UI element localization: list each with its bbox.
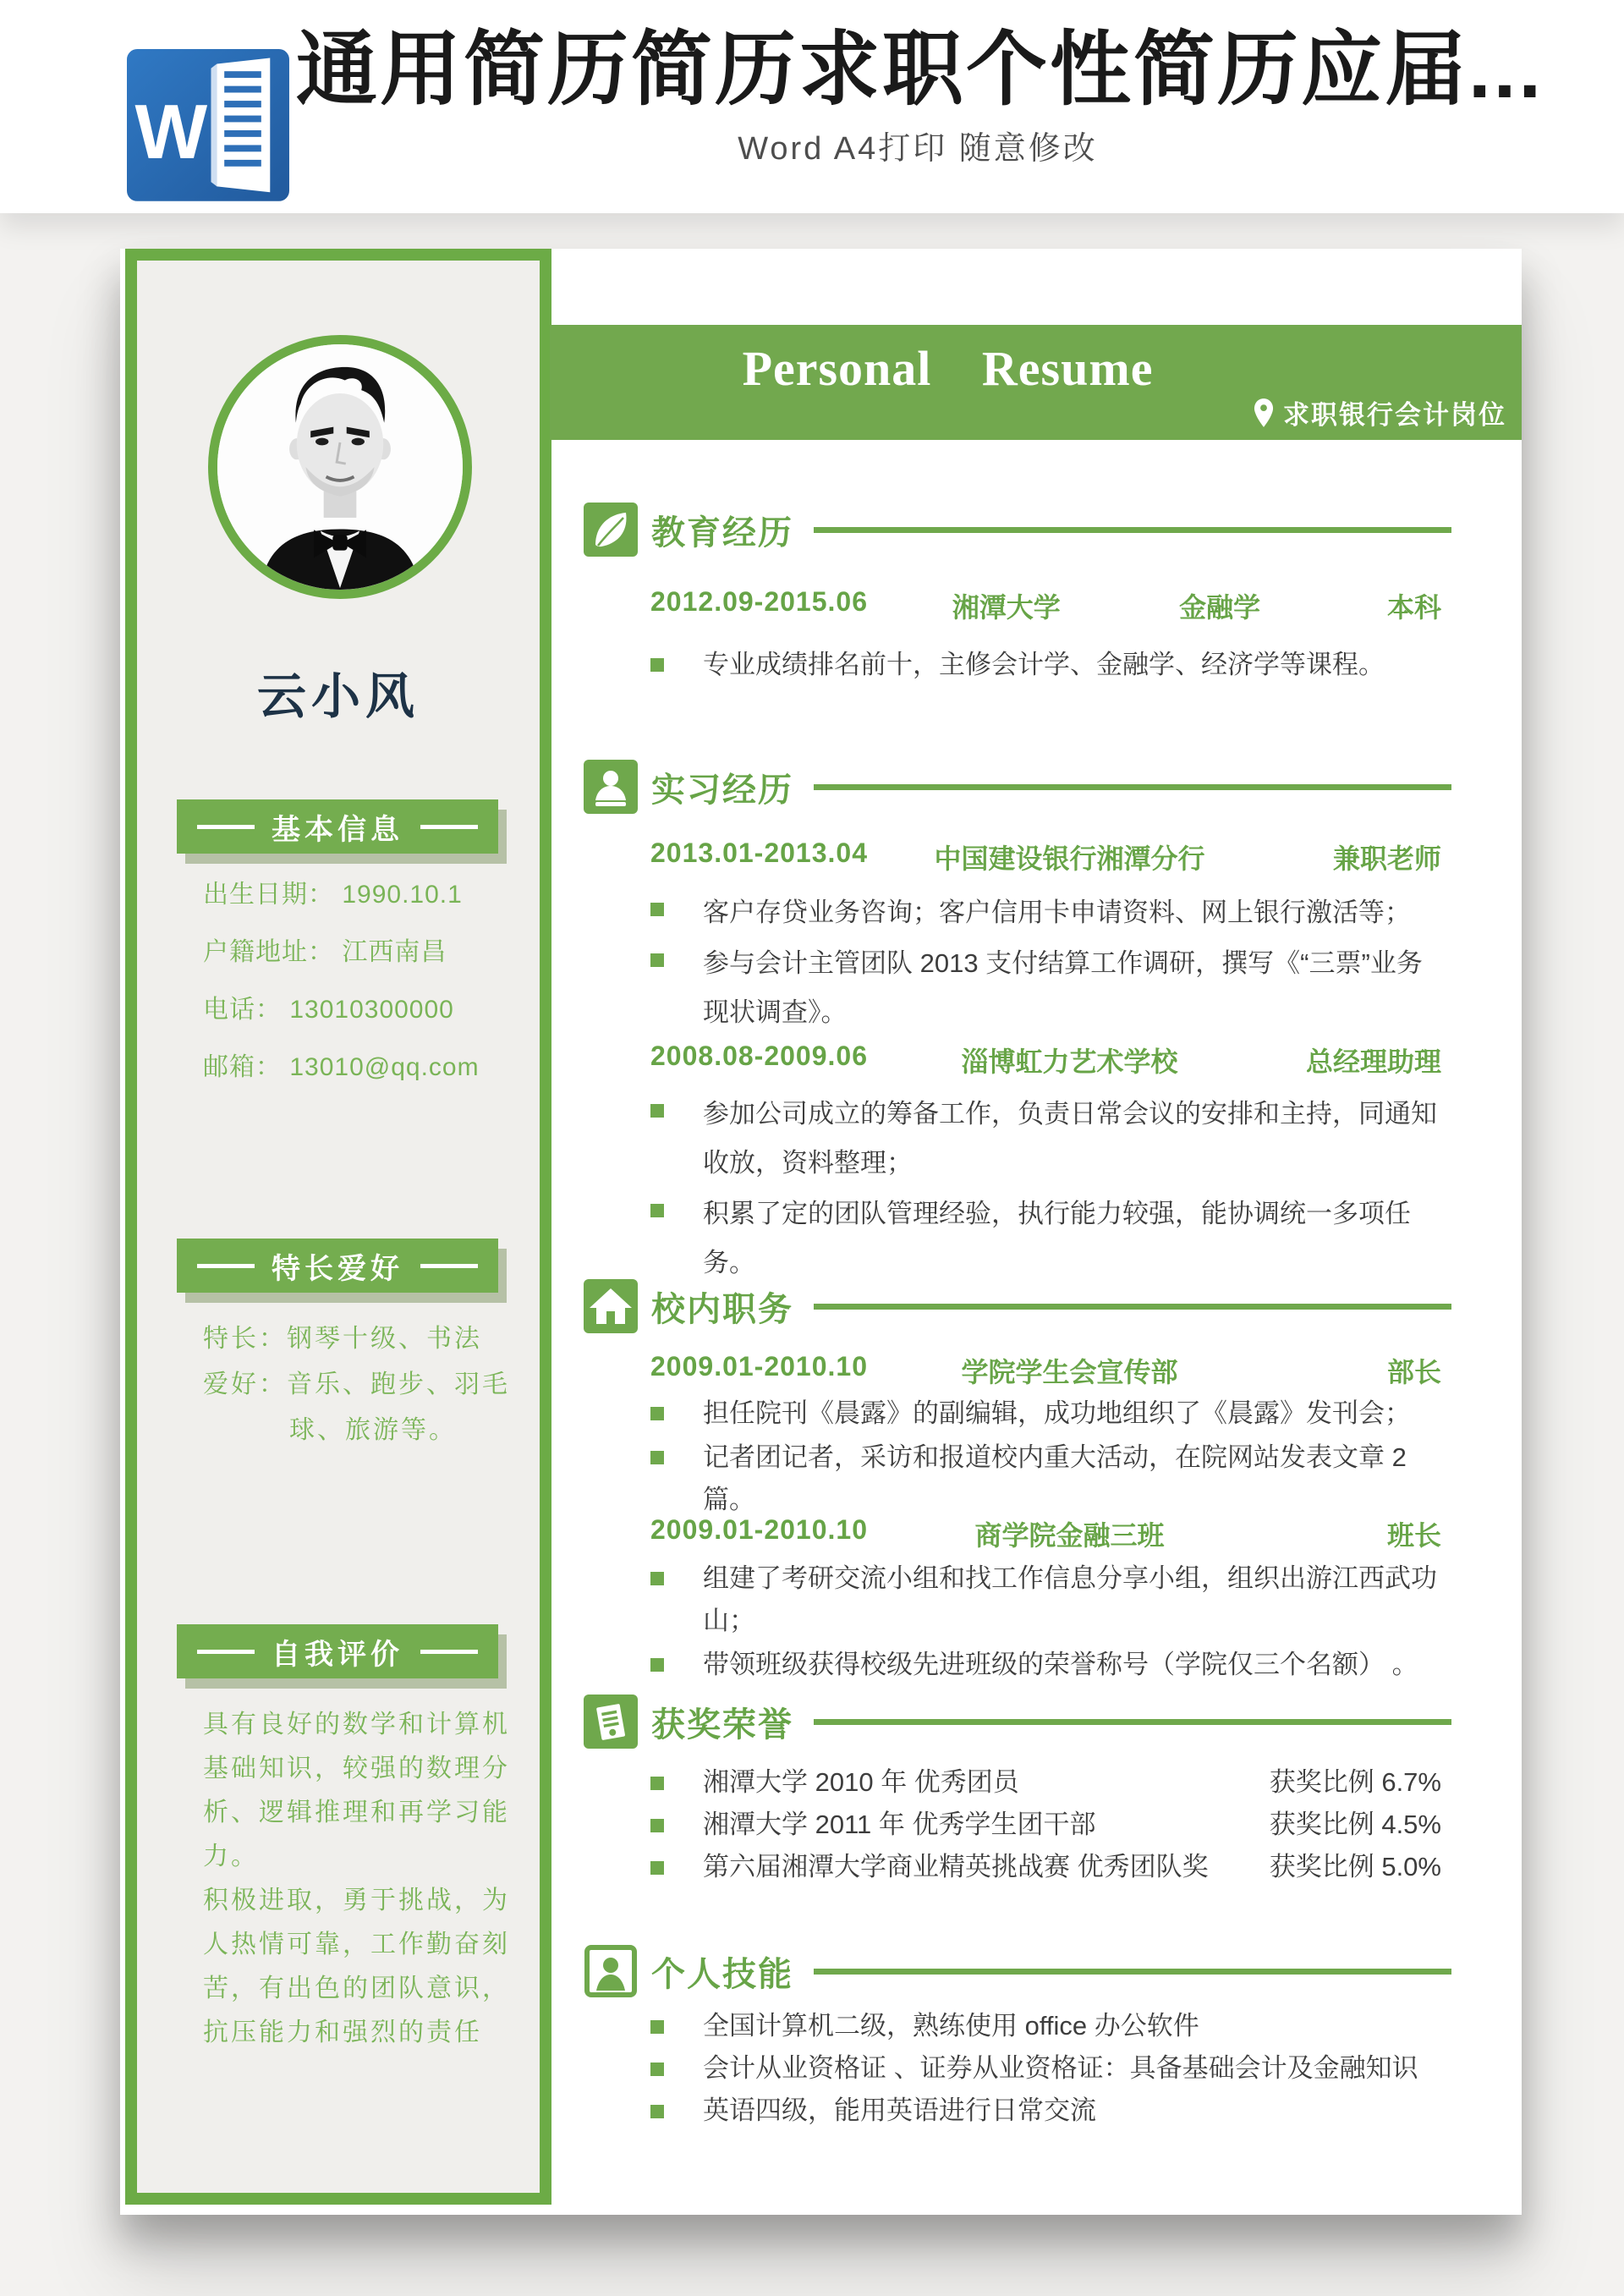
badge-rule (197, 1264, 255, 1268)
campus-bullets (650, 1392, 1441, 1521)
badge-self-evaluation (177, 1624, 498, 1678)
resume-banner (550, 325, 1522, 440)
badge-basic-info (177, 799, 498, 854)
section-title: 个人技能 (651, 1955, 793, 1993)
section-campus-header (584, 1278, 1451, 1334)
section-skills-header (584, 1943, 1451, 1999)
entry-school: 湘潭大学 (952, 592, 1061, 623)
badge-rule (197, 825, 255, 829)
campus-bullets (650, 1557, 1441, 1686)
badge-basic-info-label: 基本信息 (272, 813, 403, 846)
basic-info-line: 邮箱： 13010@qq.com (203, 1053, 480, 1081)
bullet-item: 专业成绩排名前十，主修会计学、金融学、经济学等课程。 (650, 644, 1441, 686)
self-evaluation-text (203, 1703, 529, 2055)
certificate-icon (584, 1695, 638, 1749)
entry-org: 中国建设银行湘潭分行 (934, 843, 1205, 874)
bullet-item: 带领班级获得校级先进班级的荣誉称号（学院仅三个名额） 。 (650, 1644, 1441, 1686)
section-title: 校内职务 (651, 1290, 793, 1328)
award-item (650, 1804, 1441, 1845)
section-rule (814, 784, 1451, 790)
internship-entry (650, 838, 1441, 875)
basic-info-line: 户籍地址： 江西南昌 (203, 938, 447, 966)
badge-rule (197, 1650, 255, 1654)
award-item (650, 1762, 1441, 1803)
avatar (208, 335, 472, 599)
leaf-icon (584, 503, 638, 557)
award-text: 第六届湘潭大学商业精英挑战赛 优秀团队奖 (703, 1852, 1209, 1881)
section-rule (814, 1719, 1451, 1725)
basic-info-line: 出生日期： 1990.10.1 (203, 881, 463, 909)
basic-info-line: 电话： 13010300000 (203, 996, 454, 1024)
bullet-item: 参加公司成立的筹备工作，负责日常会议的安排和主持，同通知收放，资料整理； (650, 1090, 1441, 1188)
bullet-item: 参与会计主管团队 2013 支付结算工作调研，撰写《“三票”业务现状调查》。 (650, 939, 1441, 1037)
bullet-item: 积累了定的团队管理经验，执行能力较强，能协调统一多项任务。 (650, 1189, 1441, 1288)
skill-item: 会计从业资格证 、证券从业资格证：具备基础会计及金融知识 (650, 2048, 1441, 2089)
entry-date: 2008.08-2009.06 (650, 1041, 868, 1071)
award-ratio: 获奖比例 6.7% (1269, 1767, 1441, 1797)
section-education-header (584, 502, 1451, 558)
entry-role: 总经理助理 (1305, 1046, 1441, 1077)
entry-role: 兼职老师 (1332, 843, 1441, 874)
hobby-list (203, 1316, 529, 1453)
education-bullets (650, 644, 1441, 686)
section-awards-header (584, 1694, 1451, 1749)
resume-page (120, 249, 1522, 2215)
person-badge-icon (584, 760, 638, 814)
entry-role: 班长 (1386, 1520, 1441, 1551)
self-evaluation-paragraph: 积极进取，勇于挑战，为人热情可靠，工作勤奋刻苦，有出色的团队意识，抗压能力和强烈的责任 (203, 1887, 510, 2046)
listing-subtitle: Word A4打印 随意修改 (738, 130, 1098, 167)
bullet-item: 组建了考研交流小组和找工作信息分享小组，组织出游江西武功山； (650, 1557, 1441, 1642)
house-icon (584, 1279, 638, 1333)
word-document-icon (127, 49, 289, 201)
award-item (650, 1847, 1441, 1887)
badge-rule (420, 1264, 478, 1268)
entry-date: 2012.09-2015.06 (650, 586, 868, 617)
section-title: 教育经历 (651, 514, 793, 552)
person-name: 云小风 (256, 669, 420, 724)
resume-banner-title: Personal Resume (742, 341, 1154, 396)
entry-org: 淄博虹力艺术学校 (961, 1046, 1178, 1077)
badge-hobbies-label: 特长爱好 (272, 1252, 403, 1285)
section-rule (814, 1304, 1451, 1310)
svg-text:W: W (134, 90, 208, 176)
award-ratio: 获奖比例 4.5% (1269, 1810, 1441, 1839)
section-internship-header (584, 759, 1451, 815)
bullet-item: 客户存贷业务咨询；客户信用卡申请资料、网上银行激活等； (650, 888, 1441, 937)
entry-role: 部长 (1386, 1357, 1441, 1387)
listing-header (0, 0, 1624, 213)
listing-title[interactable]: 通用简历简历求职个性简历应届... (296, 25, 1544, 115)
campus-entry (650, 1514, 1441, 1552)
listing-title-block (296, 0, 1544, 213)
entry-org: 商学院金融三班 (974, 1520, 1165, 1551)
skills-list (650, 2006, 1441, 2131)
entry-org: 学院学生会宣传部 (961, 1357, 1178, 1387)
self-evaluation-paragraph: 具有良好的数学和计算机基础知识，较强的数理分析、逻辑推理和再学习能力。 (203, 1711, 510, 1870)
internship-entry (650, 1041, 1441, 1078)
resume-sidebar (125, 249, 551, 2205)
person-circle-icon (584, 1944, 638, 1998)
section-title: 实习经历 (651, 771, 793, 809)
education-entry (650, 586, 1441, 623)
basic-info-list (203, 866, 529, 1096)
badge-self-evaluation-label: 自我评价 (272, 1638, 403, 1671)
badge-rule (420, 1650, 478, 1654)
awards-list (650, 1762, 1441, 1887)
badge-hobbies (177, 1239, 498, 1293)
award-text: 湘潭大学 2011 年 优秀学生团干部 (703, 1810, 1096, 1839)
entry-major: 金融学 (1179, 592, 1261, 623)
resume-main-column (550, 249, 1522, 2215)
award-text: 湘潭大学 2010 年 优秀团员 (703, 1767, 1019, 1797)
internship-bullets (650, 1090, 1441, 1288)
job-target (1253, 393, 1506, 431)
section-rule (814, 527, 1451, 533)
location-pin-icon (1253, 397, 1275, 429)
entry-date: 2009.01-2010.10 (650, 1514, 868, 1545)
entry-date: 2013.01-2013.04 (650, 838, 868, 868)
section-rule (814, 1969, 1451, 1975)
campus-entry (650, 1351, 1441, 1388)
section-title: 获奖荣誉 (651, 1706, 793, 1744)
skill-item: 全国计算机二级，熟练使用 office 办公软件 (650, 2006, 1441, 2046)
entry-date: 2009.01-2010.10 (650, 1351, 868, 1381)
bullet-item: 担任院刊《晨露》的副编辑，成功地组织了《晨露》发刊会； (650, 1392, 1441, 1435)
job-target-label: 求职银行会计岗位 (1283, 400, 1506, 430)
badge-rule (420, 825, 478, 829)
award-ratio: 获奖比例 5.0% (1269, 1852, 1441, 1881)
hobby-line: 特长：钢琴十级、书法 (203, 1325, 482, 1353)
bullet-item: 记者团记者，采访和报道校内重大活动，在院网站发表文章 2 篇。 (650, 1436, 1441, 1521)
internship-bullets (650, 888, 1441, 1037)
skill-item: 英语四级，能用英语进行日常交流 (650, 2090, 1441, 2131)
hobby-line: 爱好：音乐、跑步、羽毛球、旅游等。 (203, 1370, 510, 1444)
entry-degree: 本科 (1386, 592, 1441, 623)
